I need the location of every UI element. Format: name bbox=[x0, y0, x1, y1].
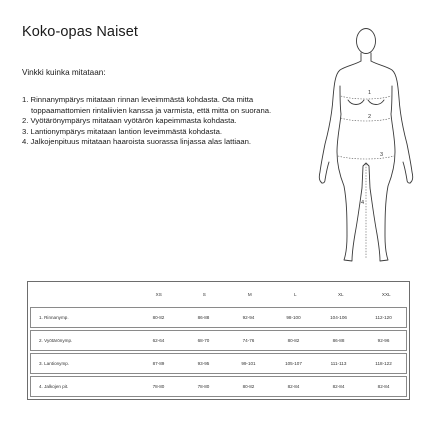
row-label: 4. Jalkojen pit. bbox=[39, 384, 69, 389]
table-cell: 80-82 bbox=[152, 315, 165, 320]
marker-4: 4 bbox=[361, 200, 365, 206]
table-cell: 105-107 bbox=[285, 361, 302, 366]
size-header-row bbox=[28, 282, 409, 307]
subtitle: Vinkki kuinka mitataan: bbox=[22, 68, 106, 77]
row-label: 3. Lantionymp. bbox=[39, 361, 70, 366]
size-xxl: XXL bbox=[381, 292, 391, 297]
table-cell: 112-120 bbox=[375, 315, 392, 320]
step-3: 3. Lantionympärys mitataan lantion leveimmästä kohdasta. bbox=[22, 126, 222, 136]
table-cell: 82-84 bbox=[287, 384, 300, 389]
table-row bbox=[30, 330, 407, 351]
table-cell: 78-80 bbox=[152, 384, 165, 389]
table-cell: 74-76 bbox=[242, 338, 255, 343]
page-title: Koko-opas Naiset bbox=[22, 24, 139, 40]
table-cell: 78-80 bbox=[197, 384, 210, 389]
step-4: 4. Jalkojenpituus mitataan haaroista suorassa linjassa alas lattiaan. bbox=[22, 137, 252, 147]
table-cell: 104-106 bbox=[330, 315, 347, 320]
table-cell: 80-82 bbox=[287, 338, 300, 343]
table-cell: 80-82 bbox=[242, 384, 255, 389]
table-cell: 87-89 bbox=[152, 361, 165, 366]
table-cell: 93-95 bbox=[197, 361, 210, 366]
table-cell: 92-96 bbox=[377, 338, 390, 343]
table-cell: 98-100 bbox=[286, 315, 301, 320]
step-2: 2. Vyötärönympärys mitataan vyötärön kapeimmasta kohdasta. bbox=[22, 116, 237, 126]
row-label: 1. Rinnanymp. bbox=[39, 315, 69, 320]
step-1: 1. Rinnanympärys mitataan rinnan leveimmästä kohdasta. Ota mitta toppaamattomien rintaliivien kanssa ja varmista, että mitta on suorana. bbox=[22, 95, 272, 115]
table-cell: 86-88 bbox=[197, 315, 210, 320]
size-xl: XL bbox=[337, 292, 344, 297]
table-cell: 62-64 bbox=[152, 338, 165, 343]
table-cell: 82-84 bbox=[332, 384, 345, 389]
size-s: S bbox=[202, 292, 206, 297]
marker-2: 2 bbox=[368, 114, 372, 120]
table-row bbox=[30, 353, 407, 374]
table-row bbox=[30, 376, 407, 397]
table-cell: 111-113 bbox=[330, 361, 347, 366]
table-cell: 92-94 bbox=[242, 315, 255, 320]
table-row bbox=[30, 307, 407, 328]
measuring-steps bbox=[22, 95, 287, 148]
marker-1: 1 bbox=[368, 90, 372, 96]
table-cell: 99-101 bbox=[241, 361, 256, 366]
table-cell: 82-84 bbox=[377, 384, 390, 389]
table-cell: 86-88 bbox=[332, 338, 345, 343]
marker-3: 3 bbox=[380, 152, 384, 158]
row-label: 2. Vyötärönymp. bbox=[39, 338, 73, 343]
body-figure bbox=[300, 14, 430, 266]
size-l: L bbox=[293, 292, 297, 297]
body-outline-illustration bbox=[300, 14, 430, 266]
size-table bbox=[27, 281, 410, 400]
table-cell: 68-70 bbox=[197, 338, 210, 343]
table-cell: 118-122 bbox=[375, 361, 392, 366]
size-m: M bbox=[247, 292, 252, 297]
size-xs: XS bbox=[155, 292, 162, 297]
